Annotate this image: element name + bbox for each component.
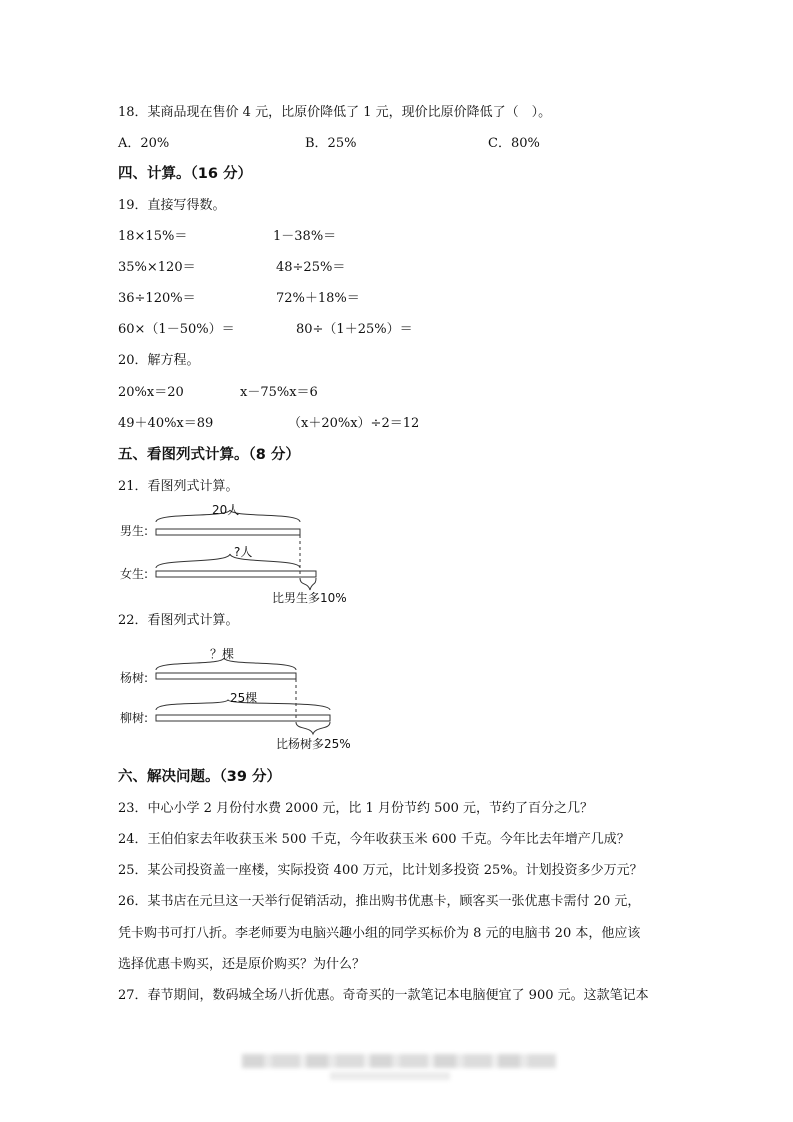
label-willow-total: 25棵	[230, 691, 258, 705]
section-5-title: 五、看图列式计算。（8 分）	[118, 447, 300, 463]
brace-extra	[296, 722, 330, 734]
bar-boys	[156, 529, 300, 535]
calc-item: 48÷25%＝	[276, 260, 346, 275]
bar-girls	[156, 571, 316, 577]
calc-item: 18×15%＝	[118, 229, 188, 244]
brace-extra	[300, 578, 316, 590]
question-20: 20．解方程。	[118, 353, 200, 368]
question-26-line-1: 26．某书店在元旦这一天举行促销活动，推出购书优惠卡，顾客买一张优惠卡需付 20 元，	[118, 894, 641, 909]
label-willow: 柳树:	[120, 711, 149, 725]
label-girls-unknown: ?人	[234, 545, 253, 559]
calc-item: 72%＋18%＝	[276, 291, 360, 306]
label-boys: 男生:	[120, 524, 149, 538]
calc-item: 35%×120＝	[118, 260, 196, 275]
question-26-line-2: 凭卡购书可打八折。李老师要为电脑兴趣小组的同学买标价为 8 元的电脑书 20 本，他应该	[118, 926, 641, 941]
blurred-footer-secondary	[330, 1072, 450, 1080]
label-extra-girls: 比男生多10%	[272, 591, 347, 605]
question-19: 19．直接写得数。	[118, 198, 226, 213]
question-26-line-3: 选择优惠卡购买，还是原价购买？为什么？	[118, 957, 366, 972]
calc-item: 36÷120%＝	[118, 291, 196, 306]
label-total-boys: 20人	[212, 503, 240, 517]
question-24: 24．王伯伯家去年收获玉米 500 千克，今年收获玉米 600 千克。今年比去年增产几成？	[118, 832, 630, 847]
diagram-22	[110, 640, 370, 756]
bar-willow	[156, 715, 330, 721]
bar-poplar	[156, 673, 296, 679]
equation-item: 20%x＝20	[118, 385, 184, 400]
label-extra-willow: 比杨树多25%	[276, 737, 351, 751]
question-18: 18．某商品现在售价 4 元，比原价降低了 1 元，现价比原价降低了（ ）。	[118, 105, 552, 120]
option-b: B．25%	[305, 136, 357, 151]
label-poplar: 杨树:	[120, 671, 149, 685]
label-poplar-unknown: ？棵	[210, 647, 235, 661]
diagram-21	[110, 496, 370, 608]
section-4-title: 四、计算。（16 分）	[118, 166, 252, 182]
question-22: 22．看图列式计算。	[118, 613, 239, 628]
question-25: 25．某公司投资盖一座楼，实际投资 400 万元，比计划多投资 25%。计划投资多少万元？	[118, 863, 643, 878]
blurred-footer	[242, 1054, 556, 1068]
brace-mid	[156, 554, 300, 568]
equation-item: x－75%x＝6	[240, 385, 318, 400]
equation-item: （x＋20%x）÷2＝12	[288, 416, 420, 431]
calc-item: 80÷（1＋25%）＝	[296, 322, 413, 337]
calc-item: 1－38%＝	[273, 229, 337, 244]
option-a: A．20%	[118, 136, 170, 151]
equation-item: 49＋40%x＝89	[118, 416, 214, 431]
section-6-title: 六、解决问题。（39 分）	[118, 769, 281, 785]
option-c: C．80%	[488, 136, 540, 151]
question-27-line-1: 27．春节期间，数码城全场八折优惠。奇奇买的一款笔记本电脑便宜了 900 元。这款笔记本	[118, 988, 649, 1003]
question-21: 21．看图列式计算。	[118, 479, 239, 494]
calc-item: 60×（1－50%）＝	[118, 322, 235, 337]
label-girls: 女生:	[120, 567, 149, 581]
question-23: 23．中心小学 2 月份付水费 2000 元，比 1 月份节约 500 元，节约了百分之几？	[118, 801, 594, 816]
